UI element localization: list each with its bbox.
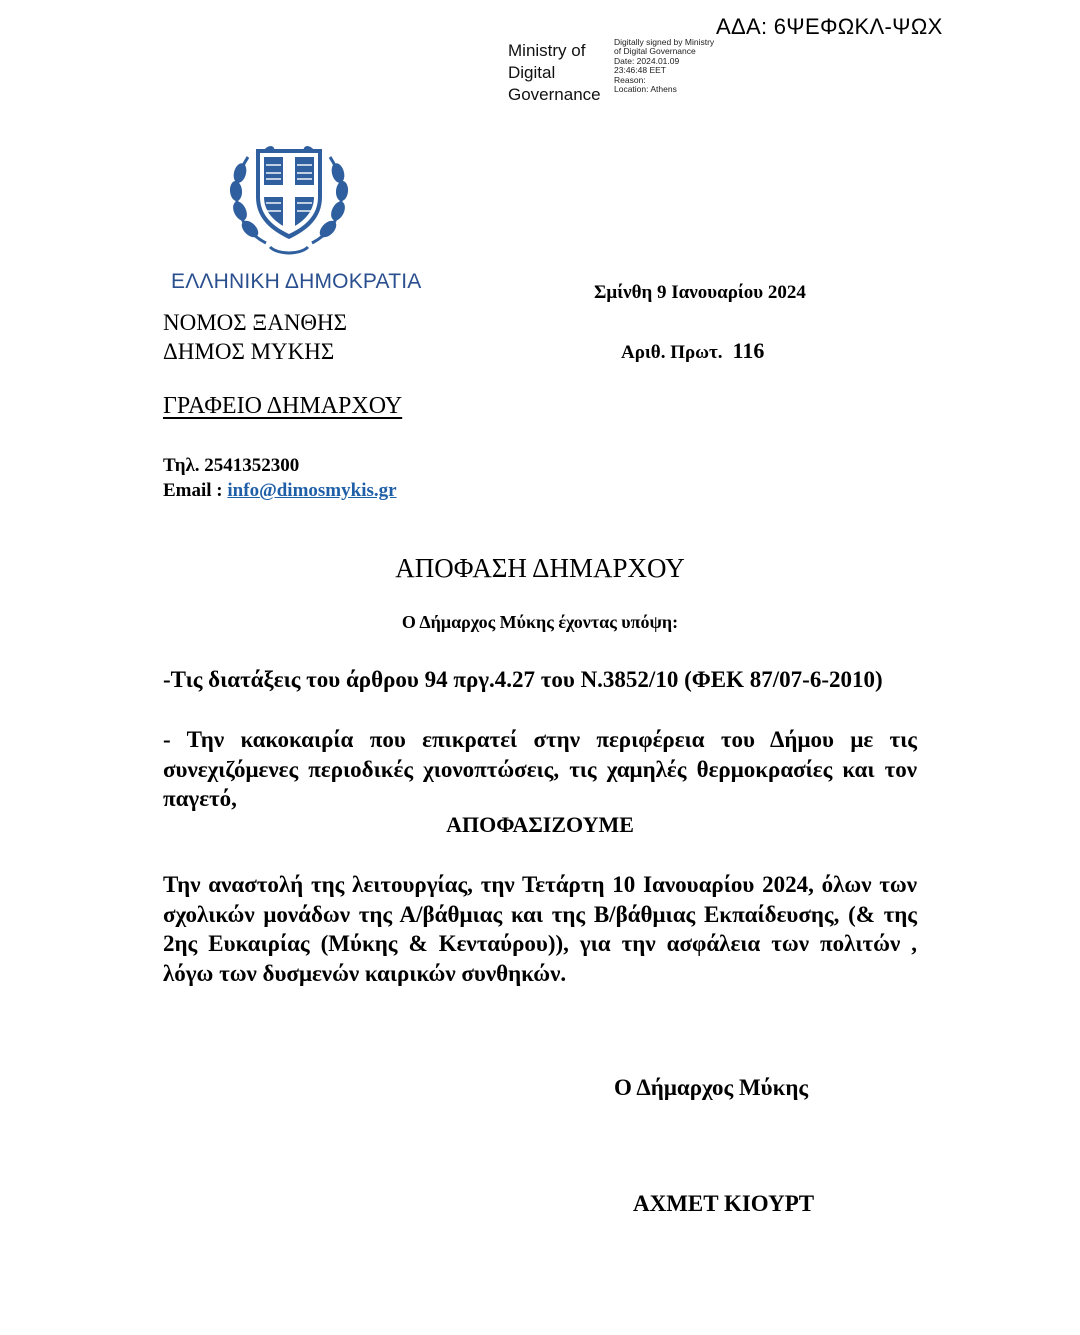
municipality-name: ΔΗΜΟΣ ΜΥΚΗΣ <box>163 339 335 364</box>
decision-heading: ΑΠΟΦΑΣΙΖΟΥΜΕ <box>446 812 634 837</box>
protocol-label: Αριθ. Πρωτ. <box>621 342 723 363</box>
decision-text: Την αναστολή της λειτουργίας, την Τετάρτη 10 Ιανουαρίου 2024, όλων των σχολικών μονάδων της Α/βάθμιας και της Β/βάθμιας Εκπαίδευσης, (& της 2ης Ευκαιρίας (Μύκης & Κενταύρου)), για την ασφάλεια των πολιτών , λόγω των δυσμενών καιρικών συνθηκών. <box>163 872 917 986</box>
signature-detail-line: Location: Athens <box>614 84 677 95</box>
signer-name: ΑΧΜΕΤ ΚΙΟΥΡΤ <box>633 1191 815 1216</box>
phone-number: Τηλ. 2541352300 <box>163 455 300 476</box>
prefecture-name: ΝΟΜΟΣ ΞΑΝΘΗΣ <box>163 310 348 335</box>
contact-info <box>163 453 397 503</box>
ada-code: ΑΔΑ: 6ΨΕΦΩΚΛ-ΨΩΧ <box>716 14 943 39</box>
office-name: ΓΡΑΦΕΙΟ ΔΗΜΑΡΧΟΥ <box>163 393 403 419</box>
document-date: Σμίνθη 9 Ιανουαρίου 2024 <box>594 282 806 303</box>
consideration-law: -Τις διατάξεις του άρθρου 94 πργ.4.27 του Ν.3852/10 (ΦΕΚ 87/07-6-2010) <box>163 667 883 692</box>
intro-line: Ο Δήμαρχος Μύκης έχοντας υπόψη: <box>401 612 679 632</box>
issuing-authority <box>163 308 347 366</box>
signature-detail-line: Reason: <box>614 74 646 85</box>
signature-ministry-name <box>508 40 601 106</box>
greek-coat-of-arms-icon <box>226 135 352 265</box>
signature-detail-line: 23:46:48 EET <box>614 65 666 76</box>
signature-name-line: Digital <box>508 63 556 82</box>
signer-title: Ο Δήμαρχος Μύκης <box>614 1075 809 1100</box>
signature-name-line: Governance <box>508 85 601 104</box>
signature-name-line: Ministry of <box>508 41 586 60</box>
protocol-value: 116 <box>732 338 765 363</box>
signature-details <box>614 38 714 94</box>
republic-title: ΕΛΛΗΝΙΚΗ ΔΗΜΟΚΡΑΤΙΑ <box>171 270 422 293</box>
email-label: Email : <box>163 480 223 501</box>
document-title: ΑΠΟΦΑΣΗ ΔΗΜΑΡΧΟΥ <box>395 553 685 583</box>
signature-detail-line: Digitally signed by Ministry <box>614 37 715 47</box>
protocol-number <box>621 338 764 364</box>
consideration-weather: - Την κακοκαιρία που επικρατεί στην περιφέρεια του Δήμου με τις συνεχιζόμενες περιοδικές χιονοπτώσεις, τις χαμηλές θερμοκρασίες και τον παγετό, <box>163 727 917 811</box>
signature-detail-line: of Digital Governance <box>614 46 696 57</box>
signature-detail-line: Date: 2024.01.09 <box>614 55 680 66</box>
email-line <box>163 478 397 503</box>
email-link[interactable]: info@dimosmykis.gr <box>227 480 397 501</box>
